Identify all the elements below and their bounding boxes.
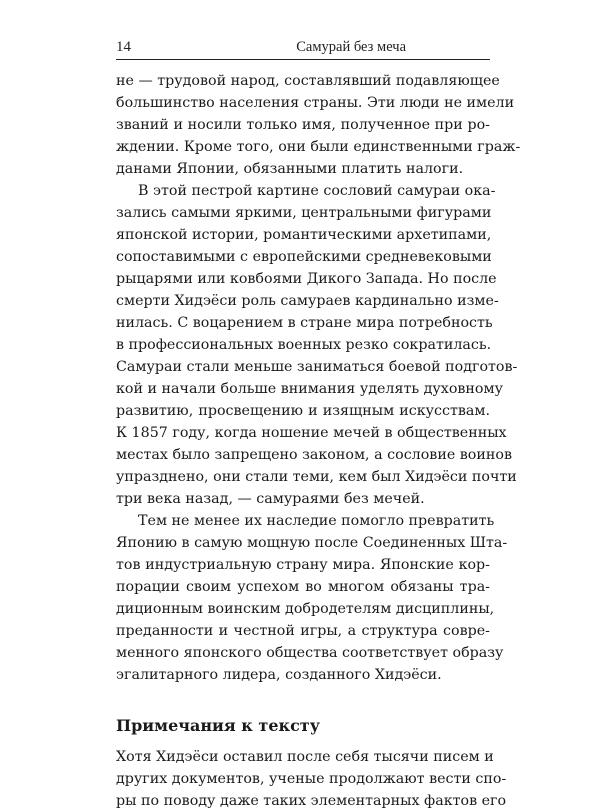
text-line: развитию, просвещению и изящным искусствам. — [116, 403, 490, 419]
text-line: Тем не менее их наследие помогло превратить — [138, 513, 495, 529]
text-line: менного японского общества соответствует образу — [116, 645, 504, 661]
text-line: диционным воинским добродетелям дисциплины, — [116, 601, 495, 617]
paragraph-3 — [116, 510, 508, 686]
text-line: эгалитарного лидера, созданного Хидэёси. — [116, 667, 442, 683]
text-line: данами Японии, обязанными платить налоги. — [116, 161, 464, 177]
page-body — [116, 70, 521, 812]
text-line: нилась. С воцарением в стране мира потребность — [116, 315, 493, 331]
text-line: японской истории, романтическими архетипами, — [116, 227, 492, 243]
text-line: преданности и честной игры, а структура совре- — [116, 623, 490, 639]
text-line: порации своим успехом во многом обязаны тра- — [116, 579, 490, 595]
text-line: Самураи стали меньше заниматься боевой подготов- — [116, 359, 518, 375]
text-line: ждении. Кроме того, они были единственными граж- — [116, 139, 521, 155]
text-line: Хотя Хидэёси оставил после себя тысячи писем и — [116, 749, 494, 765]
text-line: В этой пестрой картине сословий самураи ока- — [138, 183, 496, 199]
text-line: в профессиональных военных резко сократилась. — [116, 337, 492, 353]
text-line: званий и носили только имя, полученное при ро- — [116, 117, 490, 133]
text-line: рыцарями или ковбоями Дикого Запада. Но после — [116, 271, 497, 287]
running-title: Самурай без меча — [296, 39, 406, 55]
section-heading: Примечания к тексту — [116, 716, 320, 735]
text-line: кой и начали больше внимания уделять духовному — [116, 381, 503, 397]
text-line: большинство населения страны. Эти люди не имели — [116, 95, 515, 111]
text-line: других документов, ученые продолжают вести спо- — [116, 771, 507, 787]
running-head — [116, 37, 490, 60]
text-line: Японию в самую мощную после Соединенных Шта- — [116, 535, 508, 551]
text-line: не — трудовой народ, составлявший подавляющее — [116, 73, 500, 89]
page-number: 14 — [116, 39, 131, 55]
text-line: упразднено, они стали теми, кем был Хидэёси почти — [116, 469, 517, 485]
text-line: К 1857 году, когда ношение мечей в общественных — [116, 425, 507, 441]
text-line: смерти Хидэёси роль самураев кардинально изме- — [116, 293, 499, 309]
text-line: ры по поводу даже таких элементарных фактов его — [116, 793, 507, 809]
text-line: три века назад, — самураями без мечей. — [116, 491, 425, 507]
text-line: зались самыми яркими, центральными фигурами — [116, 205, 492, 221]
paragraph-4 — [116, 746, 507, 812]
text-line: местах было запрещено законом, а сословие воинов — [116, 447, 512, 463]
paragraph-2 — [116, 180, 518, 510]
paragraph-1 — [116, 70, 521, 180]
text-line: тов индустриальную страну мира. Японские кор- — [116, 557, 490, 573]
text-line: сопоставимыми с европейскими средневековыми — [116, 249, 492, 265]
